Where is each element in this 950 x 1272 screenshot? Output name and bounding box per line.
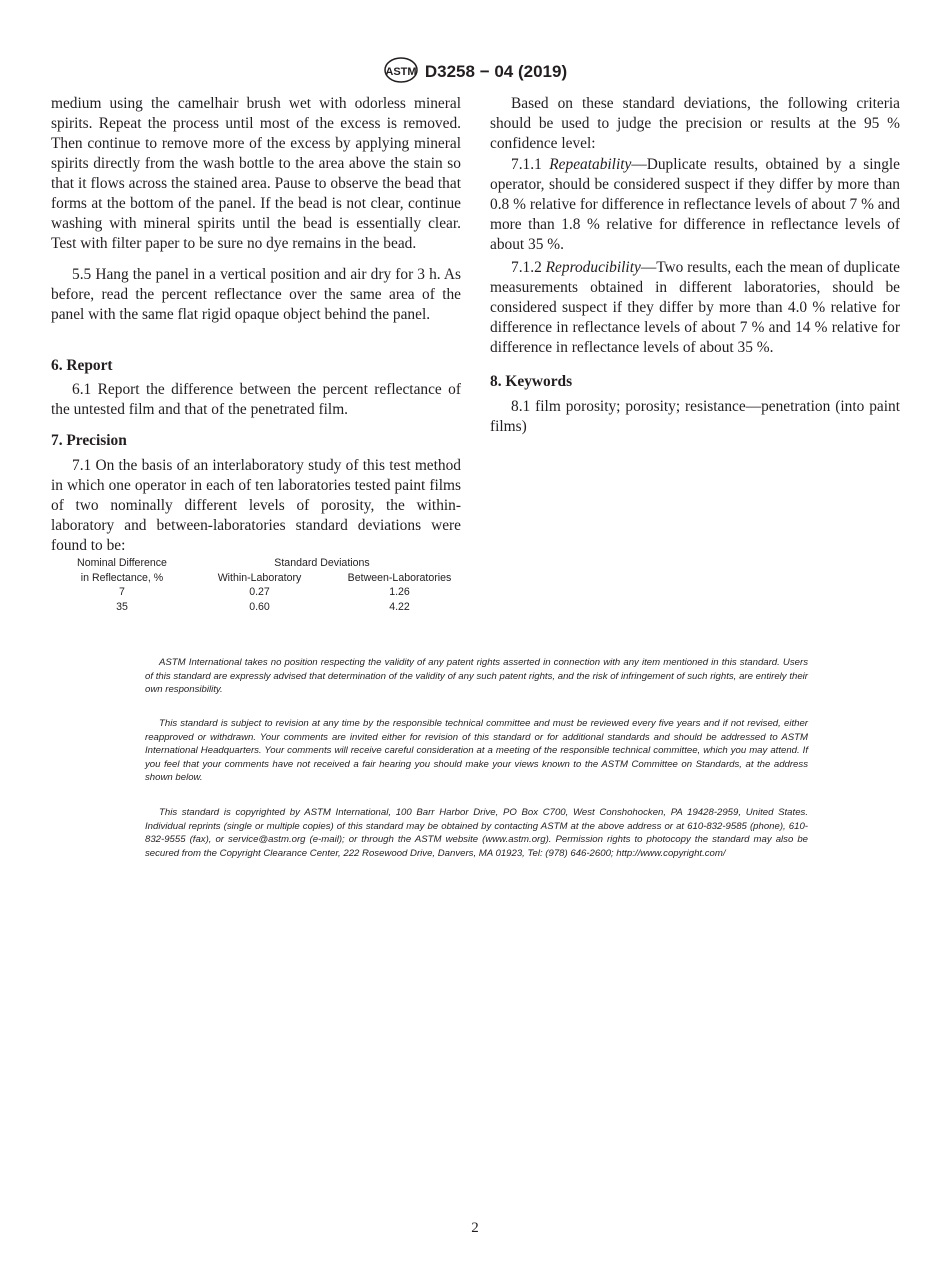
paragraph-5-4-cont: medium using the camelhair brush wet with odorless mineral spirits. Repeat the process until most of the excess is removed. Then continue to remove more of the excess by applying mineral spirits directly from the wash bottle to the area above the stain so that it flows across the stained area. Pause to observe the bead that forms at the bottom of the panel. If the bead is not clear, continue washing with mineral spirits until the bead is essentially clear. Test with filter paper to be sure no dye remains in the bead. <box>51 95 461 252</box>
section-8-heading <box>490 372 900 392</box>
table-cell: 1.26 <box>389 586 410 598</box>
page-header <box>0 56 950 89</box>
clause-term: Reproducibility <box>545 259 641 276</box>
clause-term: Repeatability <box>549 156 632 173</box>
section-7-heading <box>51 431 461 451</box>
column-header-nominal-difference: Nominal Difference <box>77 557 167 569</box>
section-6-heading <box>51 356 461 376</box>
paragraph-7-1-2 <box>490 258 900 358</box>
footer-copyright-notice: This standard is copyrighted by ASTM International, 100 Barr Harbor Drive, PO Box C700, West Conshohocken, PA 19428-2959, United States. Individual reprints (single or multiple copies) of this standard may be obtained by contacting ASTM at the above address or at 610-832-9585 (phone), 610-832-9555 (fax), or service@astm.org (e-mail); or through the ASTM website (www.astm.org). Permission rights to photocopy the standard may also be secured from the Copyright Clearance Center, 222 Rosewood Drive, Danvers, MA 01923, Tel: (978) 646-2600; http://www.copyright.com/ <box>145 807 808 859</box>
section-7-title: 7. Precision <box>51 432 127 449</box>
paragraph-7-1: 7.1 On the basis of an interlaboratory study of this test method in which one operator in each of ten laboratories tested paint films of two nominally different levels of porosity, the within-laboratory and between-laboratories standard deviations were found to be: <box>51 457 461 554</box>
section-8-title: 8. Keywords <box>490 373 573 390</box>
table-cell: 0.27 <box>249 586 270 598</box>
column-header-reflectance-unit: in Reflectance, % <box>80 571 164 584</box>
clause-text: —Duplicate results, obtained by a single operator, should be considered suspect if they differ by more than 0.8 % relative for difference in reflectance levels of about 7 % and more than 1.8 % relative for difference in reflectance levels of about 35 %. <box>490 156 900 253</box>
footer-patent-notice: ASTM International takes no position respecting the validity of any patent rights asserted in connection with any item mentioned in this standard. Users of this standard are expressly advised that determination of the validity of any such patent rights, and the risk of infringement of such rights, are entirely their own responsibility. <box>145 657 808 696</box>
designation: D3258 − 04 (2019) <box>424 61 568 81</box>
paragraph-criteria: Based on these standard deviations, the following criteria should be used to judge the precision or results at the 95 % confidence level: <box>490 95 900 152</box>
svg-text:ASTM: ASTM <box>385 66 417 78</box>
clause-number: 7.1.1 <box>511 156 542 173</box>
precision-table <box>62 556 462 614</box>
column-group-header-standard-deviations: Standard Deviations <box>274 557 370 569</box>
clause-text: —Two results, each the mean of duplicate measurements obtained in different laboratories, should be considered suspect if they differ by more than 4.0 % relative for difference in reflectance levels of about 7 % and 14 % relative for difference in reflectance levels of about 35 %. <box>490 259 901 356</box>
table-row <box>62 585 462 600</box>
paragraph-6-1: 6.1 Report the difference between the percent reflectance of the untested film and that of the penetrated film. <box>51 381 461 418</box>
table-cell: 7 <box>119 586 125 598</box>
paragraph-8-1: 8.1 film porosity; porosity; resistance—penetration (into paint films) <box>490 398 900 435</box>
clause-number: 7.1.2 <box>511 259 542 276</box>
table-row <box>62 600 462 615</box>
table-header-row <box>62 556 462 571</box>
column-header-between-laboratories: Between-Laboratories <box>347 571 452 584</box>
section-6-title: 6. Report <box>51 357 113 374</box>
table-cell: 0.60 <box>249 600 270 613</box>
table-cell: 35 <box>116 600 128 613</box>
footer-revision-notice: This standard is subject to revision at any time by the responsible technical committee and must be reviewed every five years and if not revised, either reapproved or withdrawn. Your comments are invited either for revision of this standard or for additional standards and should be addressed to ASTM International Headquarters. Your comments will receive careful consideration at a meeting of the responsible technical committee, which you may attend. If you feel that your comments have not received a fair hearing you should make your views known to the ASTM Committee on Standards, at the address shown below. <box>145 718 808 784</box>
page-number: 2 <box>471 1220 479 1236</box>
column-header-within-laboratory: Within-Laboratory <box>217 571 302 584</box>
paragraph-5-5: 5.5 Hang the panel in a vertical position and air dry for 3 h. As before, read the percent reflectance over the same area of the panel with the same flat rigid opaque object behind the panel. <box>51 266 461 323</box>
table-cell: 4.22 <box>389 600 410 613</box>
paragraph-7-1-1 <box>490 155 900 255</box>
table-header-row <box>62 571 462 586</box>
astm-logo-icon <box>383 56 419 89</box>
